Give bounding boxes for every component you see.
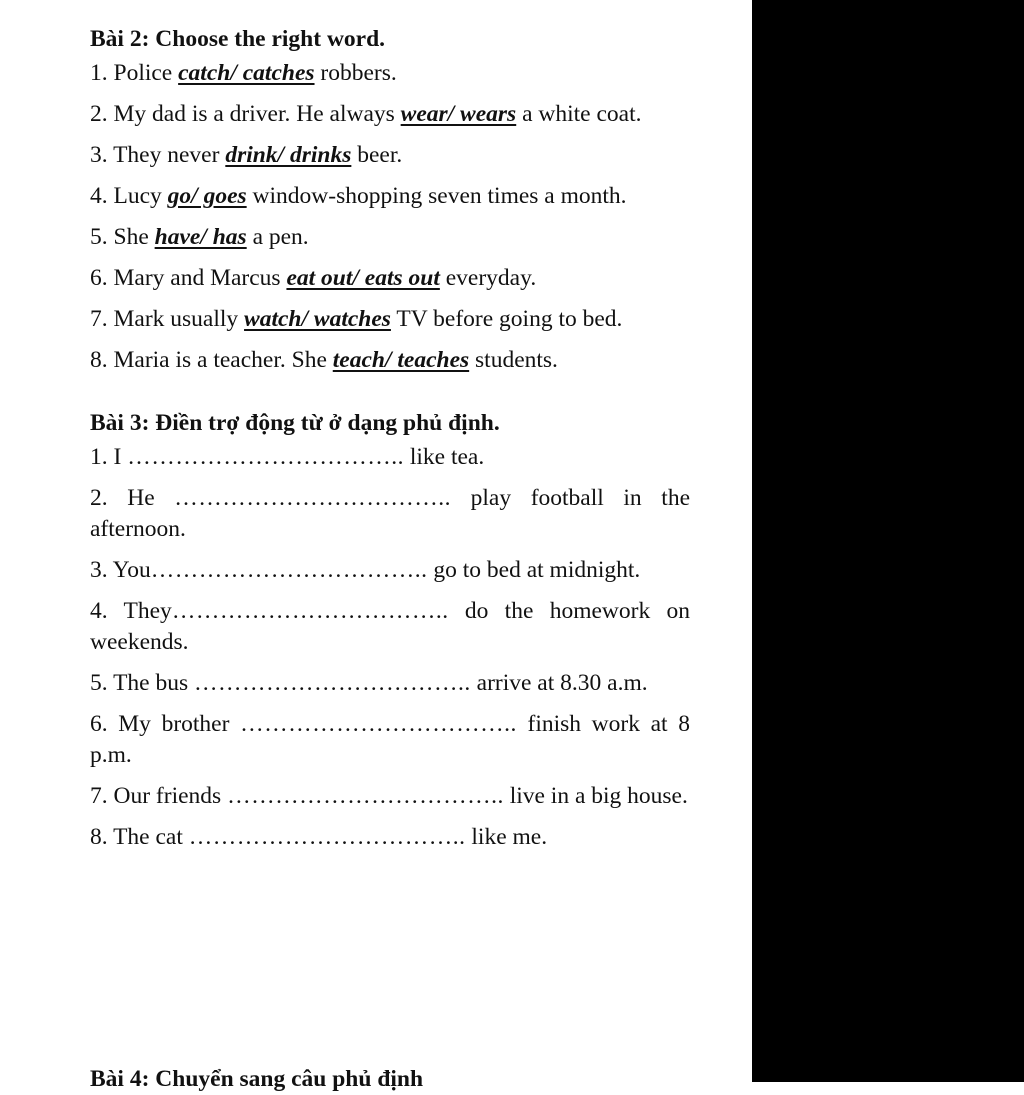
exercise-item <box>90 58 690 89</box>
item-text-after: everyday. <box>439 265 537 291</box>
item-number: 7. <box>90 306 108 332</box>
exercise-item <box>90 140 690 171</box>
black-side-band <box>752 0 1024 1082</box>
item-text-after: play football in the afternoon. <box>90 485 691 542</box>
item-text-after: students. <box>469 347 558 373</box>
blank-line: …………………………….. <box>127 444 404 470</box>
exercise-item <box>90 442 690 473</box>
word-choice: wear/ wears <box>400 101 517 127</box>
item-text-before: Police <box>113 60 179 86</box>
word-choice: go/ goes <box>167 183 247 209</box>
exercise-item <box>90 263 690 294</box>
blank-line: …………………………….. <box>240 711 517 737</box>
item-text-after: arrive at 8.30 a.m. <box>470 670 648 696</box>
item-number: 2. <box>90 485 108 511</box>
exercise-item <box>90 596 690 658</box>
item-text-before: Mary and Marcus <box>113 265 287 291</box>
exercise-item <box>90 822 690 853</box>
section-3-title: Bài 3: Điền trợ động từ ở dạng phủ định. <box>90 410 500 436</box>
item-text-after: window-shopping seven times a month. <box>246 183 627 209</box>
item-number: 8. <box>90 824 108 850</box>
item-number: 7. <box>90 783 108 809</box>
item-text-after: a pen. <box>246 224 309 250</box>
word-choice: eat out/ eats out <box>286 265 440 291</box>
item-text-after: a white coat. <box>516 101 642 127</box>
item-number: 5. <box>90 224 108 250</box>
section-gap <box>90 386 690 408</box>
item-text-after: like tea. <box>403 444 485 470</box>
item-text-before: I <box>113 444 128 470</box>
blank-line: …………………………….. <box>171 598 449 624</box>
section-2-items <box>90 58 690 376</box>
item-number: 6. <box>90 711 108 737</box>
exercise-item <box>90 304 690 335</box>
item-number: 8. <box>90 347 108 373</box>
item-text-after: live in a big house. <box>503 783 688 809</box>
exercise-item <box>90 781 690 812</box>
word-choice: watch/ watches <box>244 306 391 332</box>
blank-line: …………………………….. <box>194 670 471 696</box>
item-number: 3. <box>90 142 108 168</box>
item-text-before: Our friends <box>113 783 228 809</box>
exercise-item <box>90 483 690 545</box>
blank-line: …………………………….. <box>174 485 452 511</box>
item-text-after: go to bed at midnight. <box>427 557 641 583</box>
item-number: 1. <box>90 444 108 470</box>
blank-line: …………………………….. <box>227 783 504 809</box>
item-text-before: The bus <box>113 670 195 696</box>
item-text-before: Mark usually <box>113 306 245 332</box>
item-text-after: finish work at 8 p.m. <box>90 711 690 768</box>
item-number: 5. <box>90 670 108 696</box>
exercise-item <box>90 99 690 130</box>
item-number: 4. <box>90 598 108 624</box>
section-2-title: Bài 2: Choose the right word. <box>90 26 386 52</box>
item-number: 6. <box>90 265 108 291</box>
word-choice: have/ has <box>154 224 247 250</box>
worksheet <box>90 24 690 863</box>
section-3-items <box>90 442 690 853</box>
item-text-before: He <box>127 485 175 511</box>
item-text-before: She <box>113 224 155 250</box>
item-text-before: You <box>112 557 151 583</box>
item-text-before: Maria is a teacher. She <box>113 347 333 373</box>
exercise-item <box>90 222 690 253</box>
item-text-before: They <box>123 598 172 624</box>
exercise-item <box>90 709 690 771</box>
blank-line: …………………………….. <box>150 557 428 583</box>
item-text-before: Lucy <box>113 183 168 209</box>
word-choice: teach/ teaches <box>332 347 470 373</box>
item-text-after: like me. <box>465 824 548 850</box>
item-text-before: My brother <box>118 711 241 737</box>
item-text-before: The cat <box>113 824 189 850</box>
exercise-item <box>90 345 690 376</box>
blank-line: …………………………….. <box>188 824 466 850</box>
word-choice: drink/ drinks <box>225 142 352 168</box>
item-number: 1. <box>90 60 108 86</box>
exercise-item <box>90 555 690 586</box>
item-number: 3. <box>90 557 108 583</box>
word-choice: catch/ catches <box>178 60 315 86</box>
item-text-before: They never <box>113 142 226 168</box>
item-number: 2. <box>90 101 108 127</box>
item-text-after: TV before going to bed. <box>390 306 623 332</box>
item-text-after: do the homework on weekends. <box>90 598 691 655</box>
exercise-item <box>90 668 690 699</box>
item-text-before: My dad is a driver. He always <box>113 101 401 127</box>
exercise-item <box>90 181 690 212</box>
section-4-title-partial: Bài 4: Chuyển sang câu phủ định <box>90 1066 424 1092</box>
item-text-after: beer. <box>351 142 403 168</box>
item-text-after: robbers. <box>314 60 397 86</box>
item-number: 4. <box>90 183 108 209</box>
